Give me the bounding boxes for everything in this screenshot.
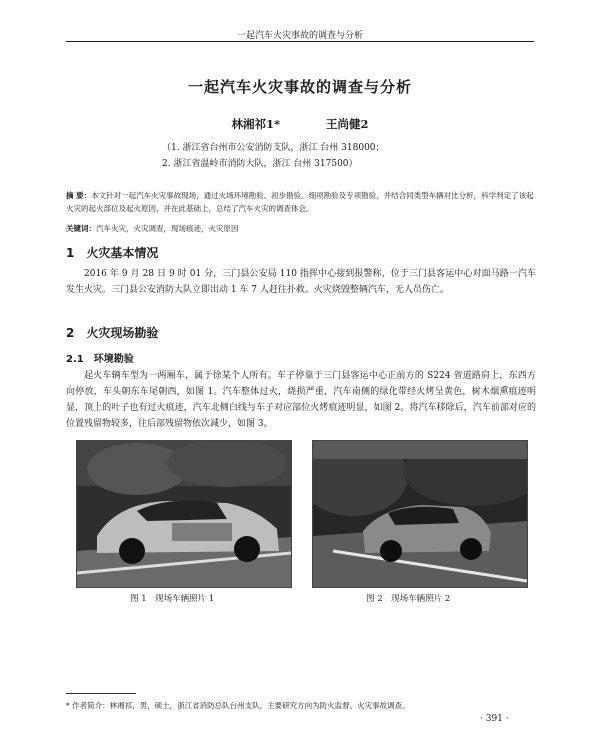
figure-1-photo bbox=[76, 440, 292, 588]
paper-title: 一起汽车火灾事故的调查与分析 bbox=[187, 78, 412, 96]
affiliation-2: 2. 浙江省温岭市消防大队，浙江 台州 317500） bbox=[162, 159, 358, 169]
affiliation-1: （1. 浙江省台州市公安消防支队，浙江 台州 318000； bbox=[162, 143, 385, 153]
running-head: 一起汽车火灾事故的调查与分析 bbox=[236, 31, 363, 41]
author-footnote: * 作者简介：林湘祁，男，硕士，浙江省消防总队台州支队，主要研究方向为防火监督、火灾事故调查。 bbox=[66, 701, 410, 710]
keywords-label: 关键词： bbox=[66, 224, 96, 233]
section-1-heading: 1 火灾基本情况 bbox=[66, 246, 159, 260]
footnote-rule bbox=[66, 693, 136, 694]
figure-2-photo bbox=[312, 440, 528, 588]
section-1-body: 2016 年 9 月 28 日 9 时 01 分，三门县公安局 110 指挥中心接到报警称，位于三门县客运中心对面马路一汽车发生火灾。三门县公安消防大队立即出动 1 车 7 人赶往扑救。火灾烧毁整辆汽车，无人员伤亡。 bbox=[66, 269, 536, 295]
page-number: · 391 · bbox=[480, 714, 509, 724]
abstract-label: 摘 要： bbox=[66, 191, 92, 200]
section-2-1-body: 起火车辆车型为一两厢车，属于徐某个人所有。车子停靠于三门县客运中心正前方的 S224 省道路肩上，东西方向停放，车头朝东车尾朝西，如图 1。汽车整体过火，烧损严重，汽车南侧的绿化带经火烤呈黄色，树木烟熏痕迹明显，顶上的叶子也有过火痕迹，汽车北侧白线与车子对应部位火烤痕迹明显，如图 2。将汽车移除后，汽车前部对应的位置残留物较多，往后部残留物依次减少，如图 3。 bbox=[66, 371, 536, 429]
abstract bbox=[66, 189, 536, 215]
figure-1-caption: 图 1 现场车辆照片 1 bbox=[130, 594, 215, 604]
section-2-heading: 2 火灾现场勘验 bbox=[66, 326, 159, 340]
keywords bbox=[66, 222, 536, 235]
figure-2-caption: 图 2 现场车辆照片 2 bbox=[366, 594, 451, 604]
authors: 林湘祁1* 王尚健2 bbox=[231, 117, 369, 131]
abstract-text: 本文针对一起汽车火灾事故现场，通过火场环境勘验、初步勘验、细项勘验及专项勘验，并结合同类型车辆对比分析，科学判定了该起火灾的起火部位及起火原因，并在此基础上，总结了汽车火灾的调查体会。 bbox=[66, 191, 534, 213]
section-2-1-heading: 2.1 环境勘验 bbox=[66, 354, 134, 365]
keywords-text: 汽车火灾，火灾调查，现场痕迹，火灾原因 bbox=[96, 224, 239, 233]
header-rule bbox=[66, 41, 534, 42]
